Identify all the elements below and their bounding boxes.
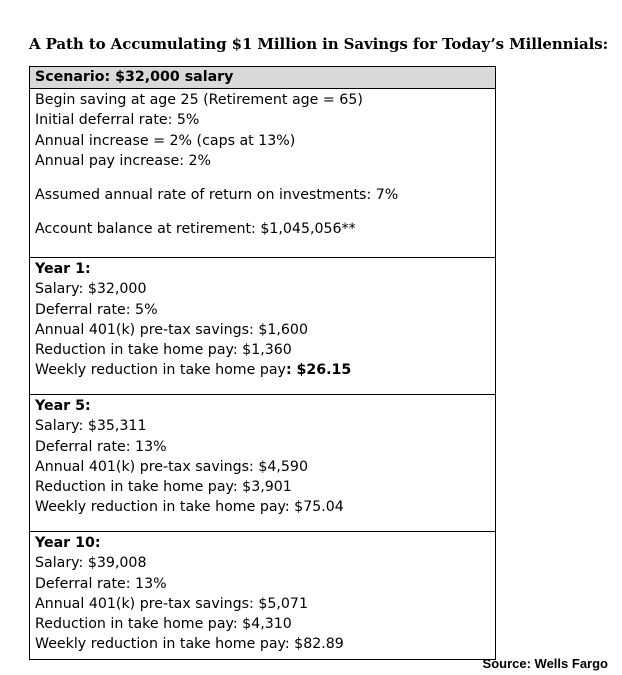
pay-increase-line: Annual pay increase: 2%	[35, 152, 212, 169]
year-1-weekly	[35, 360, 495, 380]
year-1-reduction: Reduction in take home pay: $1,360	[35, 342, 292, 359]
annual-increase-line: Annual increase = 2% (caps at 13%)	[35, 132, 296, 149]
year-10-reduction: Reduction in take home pay: $4,310	[35, 616, 292, 633]
year-10-salary: Salary: $39,008	[35, 555, 147, 572]
year-5-section	[30, 395, 495, 532]
year-5-heading: Year 5:	[35, 398, 91, 414]
year-5-savings: Annual 401(k) pre-tax savings: $4,590	[35, 458, 308, 475]
year-1-weekly-label: Weekly reduction in take home pay	[35, 362, 286, 379]
year-5-salary: Salary: $35,311	[35, 418, 147, 435]
initial-deferral-line: Initial deferral rate: 5%	[35, 112, 200, 129]
scenario-header: Scenario: $32,000 salary	[30, 67, 495, 89]
begin-saving-line: Begin saving at age 25 (Retirement age = 65)	[35, 92, 363, 108]
year-10-savings: Annual 401(k) pre-tax savings: $5,071	[35, 595, 308, 612]
account-balance-line: Account balance at retirement: $1,045,056**	[35, 221, 356, 238]
year-5-weekly: Weekly reduction in take home pay: $75.04	[35, 499, 344, 516]
year-5-deferral: Deferral rate: 13%	[35, 438, 167, 455]
scenario-details	[30, 89, 495, 258]
year-10-heading: Year 10:	[35, 535, 101, 551]
year-10-weekly: Weekly reduction in take home pay: $82.89	[35, 636, 344, 653]
year-1-heading: Year 1:	[35, 261, 91, 277]
assumed-return-line: Assumed annual rate of return on investments: 7%	[35, 187, 399, 204]
year-1-section	[30, 258, 495, 395]
year-1-deferral: Deferral rate: 5%	[35, 301, 158, 318]
scenario-table	[29, 66, 496, 660]
page-title: A Path to Accumulating $1 Million in Savings for Today’s Millennials:	[29, 35, 609, 53]
year-5-reduction: Reduction in take home pay: $3,901	[35, 479, 292, 496]
year-1-savings: Annual 401(k) pre-tax savings: $1,600	[35, 321, 308, 338]
source-credit: Source: Wells Fargo	[482, 656, 608, 671]
year-1-weekly-value: : $26.15	[285, 362, 352, 379]
year-1-salary: Salary: $32,000	[35, 281, 147, 298]
year-10-deferral: Deferral rate: 13%	[35, 575, 167, 592]
year-10-section	[30, 532, 495, 659]
